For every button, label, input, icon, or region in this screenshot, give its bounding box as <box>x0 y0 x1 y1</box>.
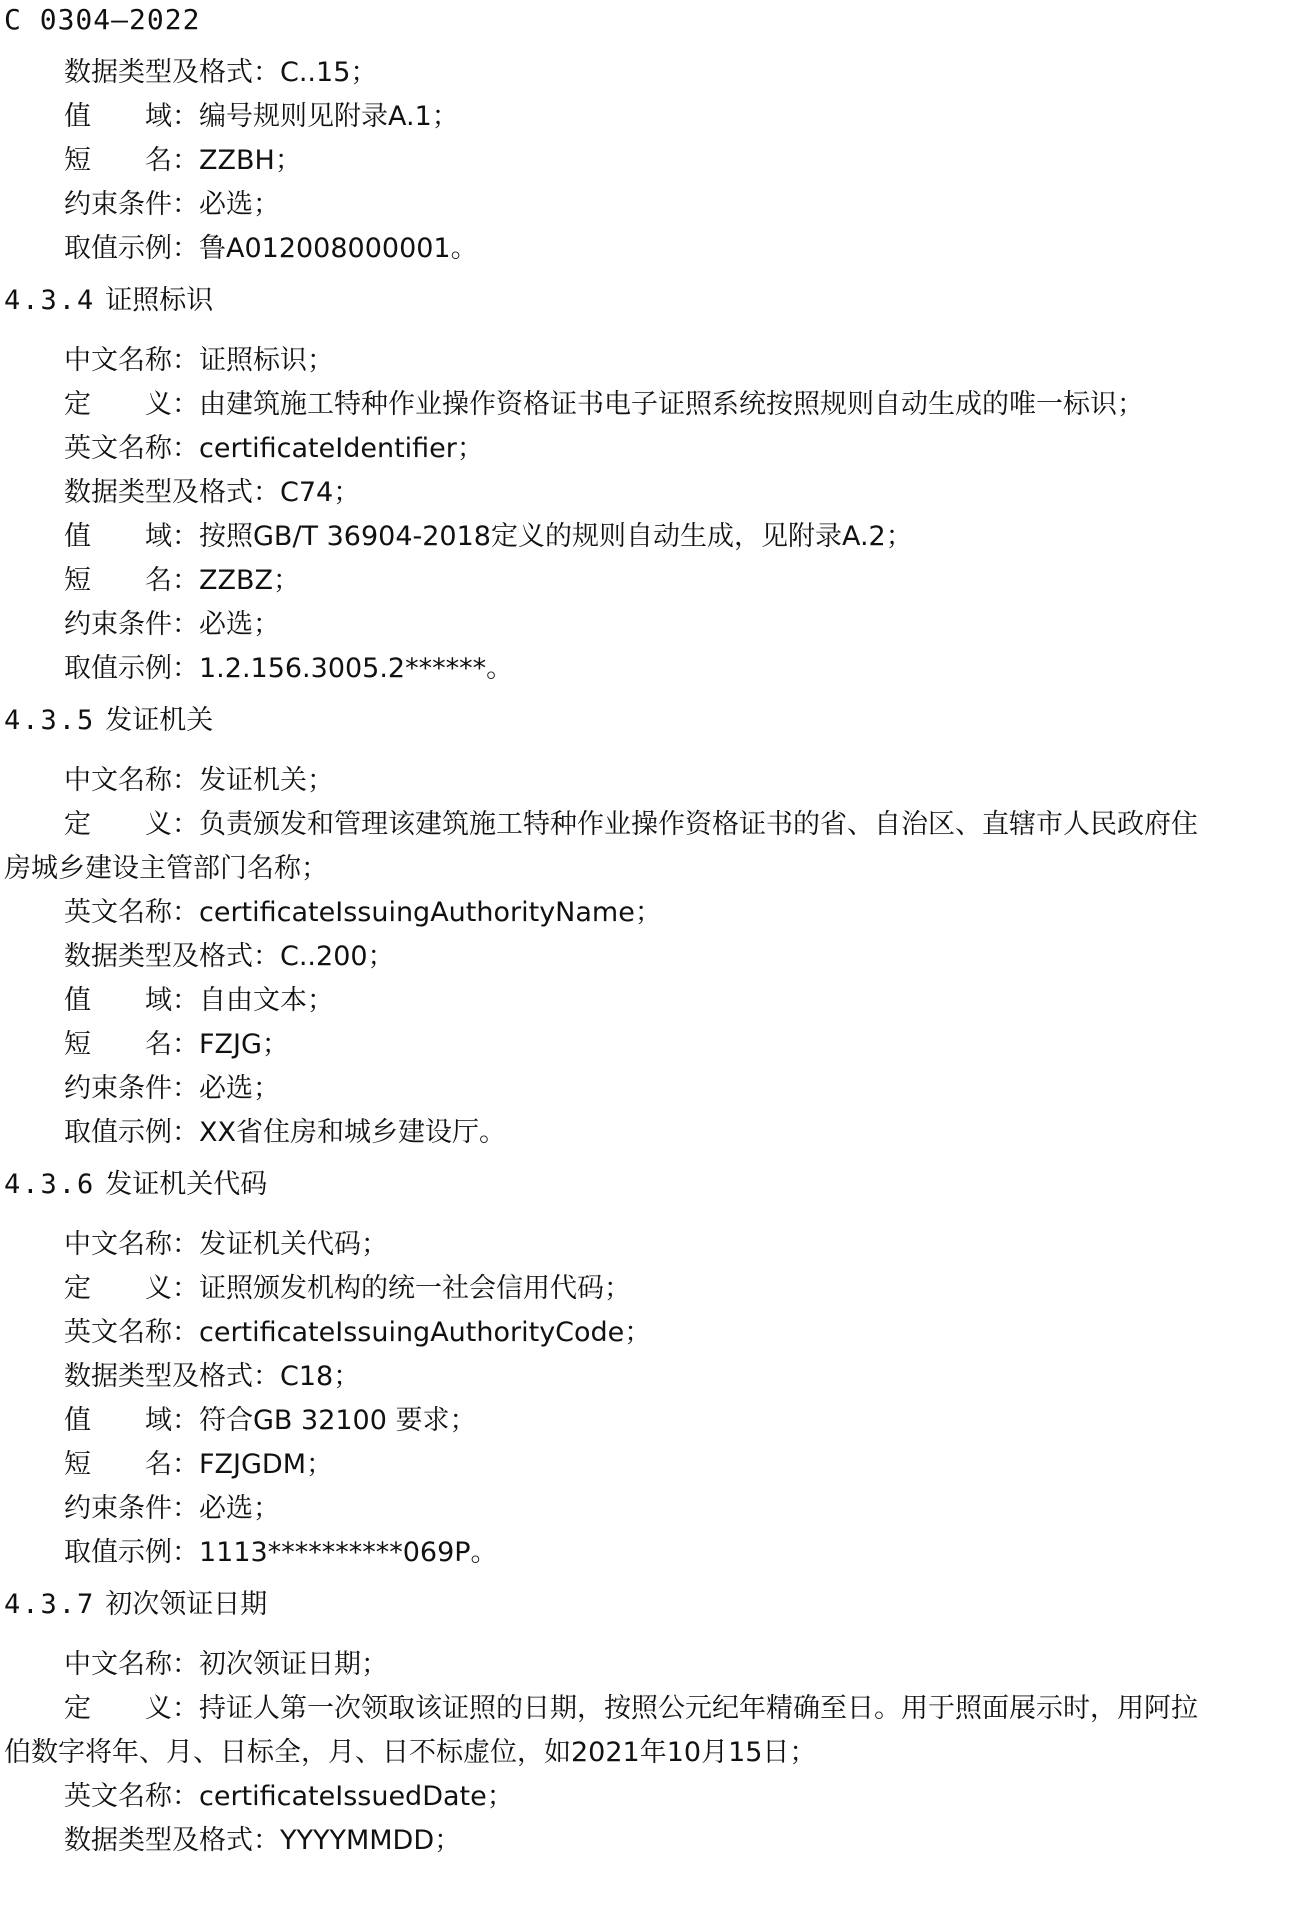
field-label: 中文名称： <box>64 1229 199 1260</box>
section-title: 发证机关 <box>105 705 214 736</box>
field-value: 证照标识； <box>199 345 334 376</box>
field-label: 值 域： <box>64 521 199 552</box>
field-row <box>64 476 360 510</box>
field-row <box>64 520 913 554</box>
field-row <box>64 764 334 798</box>
field-row <box>64 1028 289 1062</box>
field-value: C..15； <box>280 57 378 88</box>
field-value: C..200； <box>280 941 395 972</box>
field-label: 短 名： <box>64 1449 199 1480</box>
field-value: 必选； <box>199 609 280 640</box>
field-label: 数据类型及格式： <box>64 941 280 972</box>
field-row <box>64 232 478 266</box>
field-label: 取值示例： <box>64 653 199 684</box>
field-row <box>64 144 302 178</box>
field-value: 必选； <box>199 1073 280 1104</box>
field-value: C18； <box>280 1361 361 1392</box>
field-row <box>64 984 334 1018</box>
section-number: 4.3.5 <box>4 705 96 736</box>
field-row <box>64 56 377 90</box>
field-label: 取值示例： <box>64 1537 199 1568</box>
section-heading <box>4 1168 267 1202</box>
field-value: 房城乡建设主管部门名称； <box>4 853 328 884</box>
field-value: 证照颁发机构的统一社会信用代码； <box>199 1273 631 1304</box>
field-value: 1113**********069P。 <box>199 1537 498 1568</box>
field-value: 伯数字将年、月、日标全，月、日不标虚位，如2021年10月15日； <box>4 1737 817 1768</box>
field-label: 英文名称： <box>64 897 199 928</box>
field-label: 定 义： <box>64 1273 199 1304</box>
field-label: 值 域： <box>64 1405 199 1436</box>
field-value: certificateIdentifier； <box>199 433 484 464</box>
field-row <box>64 1072 280 1106</box>
field-label: 约束条件： <box>64 1493 199 1524</box>
field-row <box>64 1116 506 1150</box>
section-title: 初次领证日期 <box>105 1589 268 1620</box>
field-label: 数据类型及格式： <box>64 477 280 508</box>
field-label: 英文名称： <box>64 433 199 464</box>
field-row <box>64 1272 631 1306</box>
field-label: 约束条件： <box>64 1073 199 1104</box>
field-row <box>64 808 1198 842</box>
field-value: YYYYMMDD； <box>280 1825 462 1856</box>
field-row <box>64 432 484 466</box>
field-value: FZJGDM； <box>199 1449 333 1480</box>
field-value: ZZBZ； <box>199 565 301 596</box>
field-value: 必选； <box>199 1493 280 1524</box>
field-value: certificateIssuingAuthorityCode； <box>199 1317 652 1348</box>
field-row <box>64 1692 1198 1726</box>
field-value: C74； <box>280 477 361 508</box>
field-label: 约束条件： <box>64 609 199 640</box>
section-heading <box>4 1588 267 1622</box>
field-row <box>64 1448 333 1482</box>
section-title: 证照标识 <box>105 285 214 316</box>
field-label: 取值示例： <box>64 1117 199 1148</box>
field-row <box>64 100 459 134</box>
field-row <box>64 344 334 378</box>
field-row <box>64 1536 498 1570</box>
field-value: 鲁A012008000001。 <box>199 233 478 264</box>
field-label: 英文名称： <box>64 1317 199 1348</box>
field-label: 短 名： <box>64 145 199 176</box>
field-row <box>64 388 1144 422</box>
section-number: 4.3.6 <box>4 1169 96 1200</box>
field-value: 编号规则见附录A.1； <box>199 101 459 132</box>
field-label: 中文名称： <box>64 765 199 796</box>
field-value: 1.2.156.3005.2******。 <box>199 653 514 684</box>
field-value: 符合GB 32100 要求； <box>199 1405 477 1436</box>
section-number: 4.3.7 <box>4 1589 96 1620</box>
field-label: 取值示例： <box>64 233 199 264</box>
field-label: 英文名称： <box>64 1781 199 1812</box>
field-row <box>4 852 328 886</box>
document-code-header: C 0304—2022 <box>4 3 201 36</box>
field-value: 发证机关代码； <box>199 1229 388 1260</box>
field-row <box>64 1780 514 1814</box>
section-heading <box>4 704 213 738</box>
field-label: 数据类型及格式： <box>64 1825 280 1856</box>
field-label: 短 名： <box>64 1029 199 1060</box>
field-value: certificateIssuedDate； <box>199 1781 514 1812</box>
field-label: 约束条件： <box>64 189 199 220</box>
field-value: 由建筑施工特种作业操作资格证书电子证照系统按照规则自动生成的唯一标识； <box>199 389 1144 420</box>
section-title: 发证机关代码 <box>105 1169 268 1200</box>
field-value: 初次领证日期； <box>199 1649 388 1680</box>
field-row <box>64 608 280 642</box>
field-label: 定 义： <box>64 1693 199 1724</box>
field-label: 值 域： <box>64 985 199 1016</box>
field-label: 定 义： <box>64 389 199 420</box>
field-row <box>64 1492 280 1526</box>
field-row <box>64 564 300 598</box>
field-row <box>64 896 662 930</box>
field-value: 发证机关； <box>199 765 334 796</box>
field-label: 中文名称： <box>64 1649 199 1680</box>
field-value: 按照GB/T 36904-2018定义的规则自动生成，见附录A.2； <box>199 521 913 552</box>
field-row <box>64 1824 461 1858</box>
field-row <box>64 1316 651 1350</box>
field-row <box>64 652 513 686</box>
field-label: 值 域： <box>64 101 199 132</box>
field-row <box>64 188 280 222</box>
field-value: FZJG； <box>199 1029 289 1060</box>
field-value: ZZBH； <box>199 145 302 176</box>
field-value: certificateIssuingAuthorityName； <box>199 897 662 928</box>
field-row <box>64 1404 477 1438</box>
field-value: 负责颁发和管理该建筑施工特种作业操作资格证书的省、自治区、直辖市人民政府住 <box>199 809 1198 840</box>
field-label: 中文名称： <box>64 345 199 376</box>
field-row <box>64 1648 388 1682</box>
field-row <box>4 1736 816 1770</box>
field-label: 数据类型及格式： <box>64 1361 280 1392</box>
field-row <box>64 1360 360 1394</box>
field-value: 自由文本； <box>199 985 334 1016</box>
field-label: 定 义： <box>64 809 199 840</box>
field-row <box>64 1228 388 1262</box>
field-label: 短 名： <box>64 565 199 596</box>
section-number: 4.3.4 <box>4 285 96 316</box>
field-value: 必选； <box>199 189 280 220</box>
field-label: 数据类型及格式： <box>64 57 280 88</box>
field-row <box>64 940 395 974</box>
field-value: 持证人第一次领取该证照的日期，按照公元纪年精确至日。用于照面展示时，用阿拉 <box>199 1693 1198 1724</box>
section-heading <box>4 284 213 318</box>
field-value: XX省住房和城乡建设厅。 <box>199 1117 506 1148</box>
